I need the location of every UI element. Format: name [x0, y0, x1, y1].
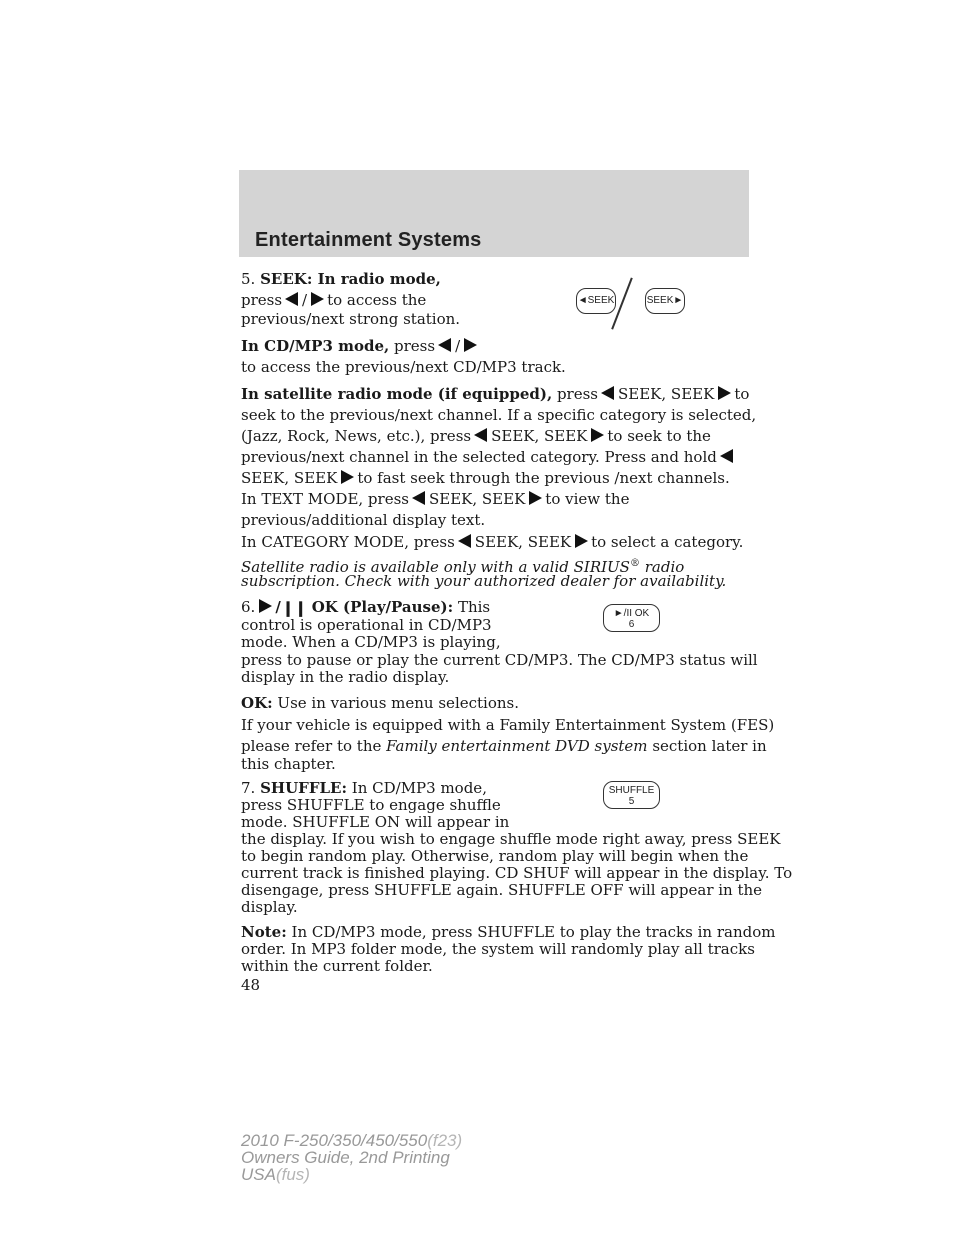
document-footer: 2010 F-250/350/450/550(f23) Owners Guide, 2nd Printing USA(fus) — [241, 1131, 463, 1184]
seek-press-line: press / to access the — [241, 291, 427, 309]
right-triangle-icon — [340, 470, 354, 484]
left-triangle-icon — [458, 534, 472, 548]
ok-heading-line: 6. /❙❙ OK (Play/Pause): This — [241, 598, 491, 617]
shuffle-line8: display. — [241, 898, 298, 916]
shuffle-line7: disengage, press SHUFFLE again. SHUFFLE OFF will appear in the — [241, 881, 763, 899]
seek-sat-line: In satellite radio mode (if equipped), press SEEK, SEEK to — [241, 385, 750, 403]
shuffle-line5: to begin random play. Otherwise, random play will begin when the — [241, 847, 749, 865]
right-triangle-icon — [310, 292, 324, 306]
item-number: 7. — [241, 779, 256, 797]
seek-cd-line: In CD/MP3 mode, press / — [241, 337, 480, 355]
item-number: 5. — [241, 270, 256, 288]
seek-access-line2: previous/next strong station. — [241, 310, 461, 328]
seek-sat-line5: SEEK, SEEK to fast seek through the previous /next channels. — [241, 469, 730, 487]
seek-heading-line — [241, 270, 441, 288]
left-triangle-icon — [285, 292, 299, 306]
note-line3: within the current folder. — [241, 957, 433, 975]
item-number: 6. — [241, 598, 256, 616]
page-number: 48 — [241, 976, 261, 994]
pause-icon: ❙❙ — [281, 599, 307, 617]
shuffle-heading-line: 7. SHUFFLE: In CD/MP3 mode, — [241, 779, 487, 797]
right-triangle-icon — [590, 428, 604, 442]
left-triangle-icon — [720, 449, 734, 463]
shuffle-line2: press SHUFFLE to engage shuffle — [241, 796, 501, 814]
play-pause-icon — [258, 599, 272, 613]
seek-forward-button[interactable]: SEEK► — [645, 288, 685, 314]
seek-cd-line2: to access the previous/next CD/MP3 track. — [241, 358, 566, 376]
shuffle-heading: SHUFFLE: — [260, 779, 347, 797]
fes-line2: please refer to the Family entertainment DVD system section later in — [241, 737, 767, 755]
left-triangle-icon — [474, 428, 488, 442]
shuffle-line4: the display. If you wish to engage shuffle mode right away, press SEEK — [241, 830, 781, 848]
ok-line2: control is operational in CD/MP3 — [241, 616, 492, 634]
shuffle-button[interactable]: SHUFFLE 5 — [603, 781, 660, 809]
ok-line5: display in the radio display. — [241, 668, 450, 686]
right-triangle-icon — [528, 491, 542, 505]
page-title: Entertainment Systems — [255, 229, 482, 251]
seek-sat-line2: seek to the previous/next channel. If a specific category is selected, — [241, 406, 757, 424]
left-triangle-icon — [438, 338, 452, 352]
registered-mark: ® — [629, 558, 640, 569]
sirius-note-line1: Satellite radio is available only with a valid SIRIUS® radio — [241, 558, 685, 576]
shuffle-line6: current track is finished playing. CD SHUF will appear in the display. To — [241, 864, 793, 882]
left-triangle-icon — [412, 491, 426, 505]
seek-sat-line4: previous/next channel in the selected category. Press and hold — [241, 448, 737, 466]
right-triangle-icon — [463, 338, 477, 352]
sirius-note-line2: subscription. Check with your authorized dealer for availability. — [241, 572, 727, 590]
seek-text-mode-line: In TEXT MODE, press SEEK, SEEK to view the — [241, 490, 630, 508]
right-triangle-icon — [717, 386, 731, 400]
seek-sat-line3: (Jazz, Rock, News, etc.), press SEEK, SEEK to seek to the — [241, 427, 711, 445]
ok-usage-line: OK: Use in various menu selections. — [241, 694, 519, 712]
note-line1: Note: In CD/MP3 mode, press SHUFFLE to play the tracks in random — [241, 923, 776, 941]
note-line2: order. In MP3 folder mode, the system will randomly play all tracks — [241, 940, 755, 958]
left-triangle-icon — [601, 386, 615, 400]
ok-line4: press to pause or play the current CD/MP3. The CD/MP3 status will — [241, 651, 758, 669]
seek-back-button[interactable]: ◄SEEK — [576, 288, 616, 314]
ok-heading: OK (Play/Pause): — [311, 598, 454, 616]
seek-heading: SEEK: In radio mode, — [260, 270, 441, 288]
seek-text-mode-line2: previous/additional display text. — [241, 511, 486, 529]
ok-line3: mode. When a CD/MP3 is playing, — [241, 633, 501, 651]
fes-line3: this chapter. — [241, 755, 336, 773]
seek-category-line: In CATEGORY MODE, press SEEK, SEEK to select a category. — [241, 533, 744, 551]
shuffle-line3: mode. SHUFFLE ON will appear in — [241, 813, 510, 831]
ok-play-pause-button[interactable]: ►/II OK 6 — [603, 604, 660, 632]
fes-line1: If your vehicle is equipped with a Family Entertainment System (FES) — [241, 716, 775, 734]
right-triangle-icon — [574, 534, 588, 548]
